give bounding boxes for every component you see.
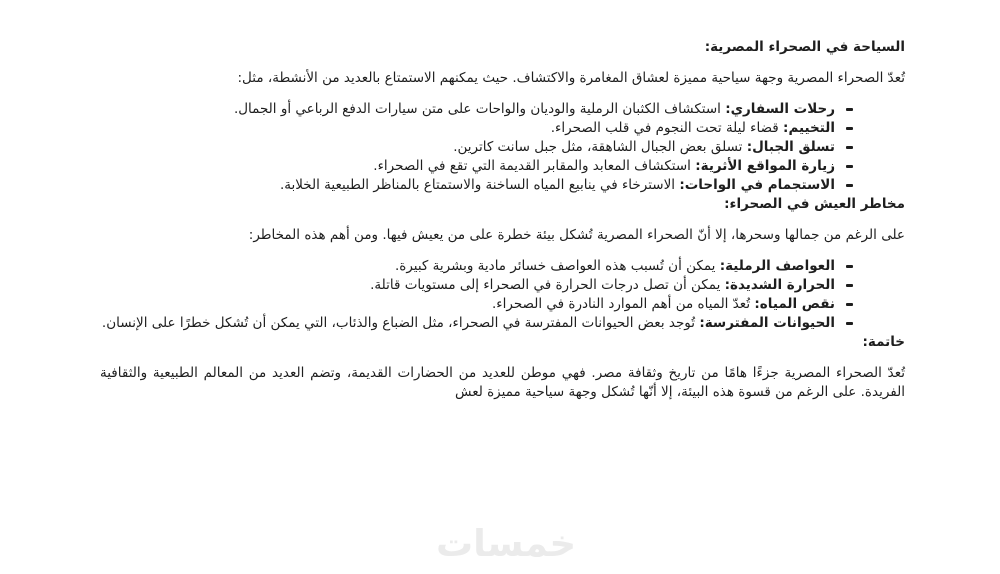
conclusion-heading: خاتمة:	[862, 334, 905, 350]
document-page	[100, 38, 905, 414]
bullet-label: رحلات السفاري:	[725, 101, 835, 117]
bullet-label: تسلق الجبال:	[746, 139, 835, 155]
bullet-label: الاستجمام في الواحات:	[679, 177, 835, 193]
list-item	[100, 295, 905, 314]
bullet-icon	[846, 165, 853, 168]
list-item	[100, 138, 905, 157]
risks-list	[100, 257, 905, 333]
list-item	[100, 100, 905, 119]
bullet-label: العواصف الرملية:	[719, 258, 835, 274]
risks-intro-paragraph: على الرغم من جمالها وسحرها، إلا أنّ الصحراء المصرية تُشكل بيئة خطرة على من يعيش فيها. ومن أهم هذه المخاطر:	[248, 227, 905, 243]
list-item	[100, 176, 905, 195]
bullet-text: استكشاف الكثبان الرملية والوديان والواحات على متن سيارات الدفع الرباعي أو الجمال.	[233, 101, 721, 117]
bullet-icon	[846, 184, 853, 187]
bullet-label: زيارة المواقع الأثرية:	[695, 158, 835, 174]
bullet-icon	[846, 284, 853, 287]
bullet-text: الاسترخاء في ينابيع المياه الساخنة والاستمتاع بالمناظر الطبيعية الخلابة.	[279, 177, 676, 193]
bullet-icon	[846, 265, 853, 268]
bullet-label: نقص المياه:	[754, 296, 835, 312]
bullet-text: تُوجد بعض الحيوانات المفترسة في الصحراء، مثل الضباع والذئاب، التي يمكن أن تُشكل خطرًا على الإنسان.	[101, 315, 696, 331]
bullet-icon	[846, 127, 853, 130]
bullet-label: الحيوانات المفترسة:	[699, 315, 835, 331]
activities-list	[100, 100, 905, 195]
bullet-text: يمكن أن تُسبب هذه العواصف خسائر مادية وبشرية كبيرة.	[394, 258, 716, 274]
risks-heading: مخاطر العيش في الصحراء:	[724, 196, 905, 212]
bullet-text: تسلق بعض الجبال الشاهقة، مثل جبل سانت كاترين.	[453, 139, 743, 155]
bullet-text: استكشاف المعابد والمقابر القديمة التي تقع في الصحراء.	[373, 158, 691, 174]
bullet-text: يمكن أن تصل درجات الحرارة في الصحراء إلى مستويات قاتلة.	[370, 277, 721, 293]
bullet-icon	[846, 303, 853, 306]
bullet-text: قضاء ليلة تحت النجوم في قلب الصحراء.	[550, 120, 779, 136]
conclusion-paragraph: تُعدّ الصحراء المصرية جزءًا هامًا من تاريخ وثقافة مصر. فهي موطن للعديد من الحضارات القديمة، وتضم العديد من المعالم الطبيعية والثقافية الفريدة. على الرغم من قسوة هذه البيئة، إلا أنّها تُشكل وجهة سياحية مميزة لعش	[100, 365, 905, 400]
list-item	[100, 157, 905, 176]
bullet-label: التخييم:	[783, 120, 835, 136]
list-item	[100, 276, 905, 295]
bullet-label: الحرارة الشديدة:	[724, 277, 835, 293]
bullet-icon	[846, 108, 853, 111]
bullet-icon	[846, 146, 853, 149]
bullet-icon	[846, 322, 853, 325]
page-title: السياحة في الصحراء المصرية:	[704, 39, 905, 55]
intro-paragraph: تُعدّ الصحراء المصرية وجهة سياحية مميزة لعشاق المغامرة والاكتشاف. حيث يمكنهم الاستمتاع بالعديد من الأنشطة، مثل:	[237, 70, 905, 86]
bullet-text: تُعدّ المياه من أهم الموارد النادرة في الصحراء.	[491, 296, 751, 312]
khamsat-watermark: خمسات	[436, 522, 577, 565]
list-item	[100, 257, 905, 276]
list-item	[100, 119, 905, 138]
list-item	[100, 314, 905, 333]
